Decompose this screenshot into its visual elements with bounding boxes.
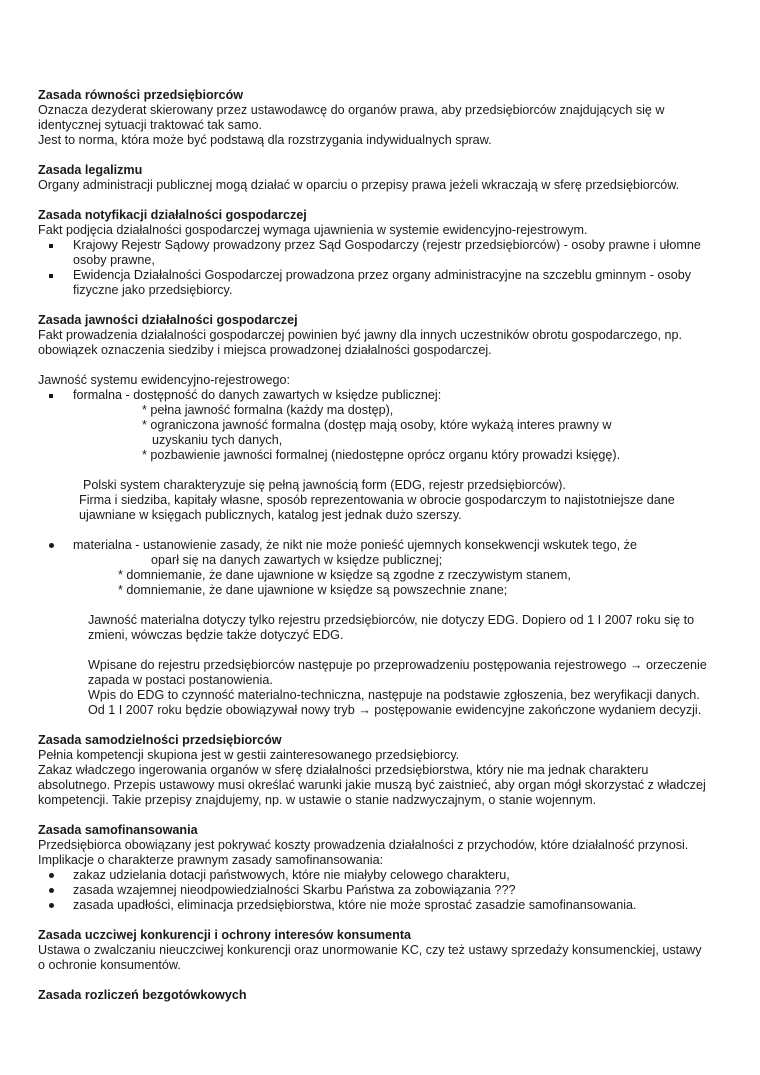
square-bullet-icon [49,274,53,278]
document-page [38,88,723,1003]
paragraph-line: Implikacje o charakterze prawnym zasady samofinansowania: [38,853,384,867]
paragraph-line: o ochronie konsumentów. [38,958,181,972]
sub-item: * pełna jawność formalna (każdy ma dostęp), [142,403,394,417]
list-item-text: fizyczne jako przedsiębiorcy. [73,283,233,297]
note-line: Wpisane do rejestru przedsiębiorców następuje po przeprowadzeniu postępowania rejestrowego → orzeczenie [88,658,707,672]
list-item-text: formalna - dostępność do danych zawartych w księdze publicznej: [73,388,442,402]
list-item [38,238,723,268]
square-bullet-icon [49,394,53,398]
paragraph-line: Pełnia kompetencji skupiona jest w gestii zainteresowanego przedsiębiorcy. [38,748,460,762]
paragraph-line: Oznacza dezyderat skierowany przez ustawodawcę do organów prawa, aby przedsiębiorców znajdujących się w [38,103,665,117]
section-rownosc [38,88,723,148]
section-samofinansowanie [38,823,723,913]
bullet-icon [49,543,54,548]
paragraph-line: Organy administracji publicznej mogą działać w oparciu o przepisy prawa jeżeli wkraczają w sferę przedsiębiorców. [38,178,680,192]
paragraph-line: Zakaz władczego ingerowania organów w sferę działalności przedsiębiorstwa, który nie ma jednak charakteru [38,763,649,777]
bullet-icon [49,888,54,893]
list-item-text: Ewidencja Działalności Gospodarczej prowadzona przez organy administracyjne na szczeblu gminnym - osoby [73,268,692,282]
section-heading: Zasada notyfikacji działalności gospodarczej [38,208,307,222]
bullet-icon [49,903,54,908]
paragraph-line: Jest to norma, która może być podstawą dla rozstrzygania indywidualnych spraw. [38,133,492,147]
section-samodzielnosc [38,733,723,808]
list-item-text: osoby prawne, [73,253,155,267]
paragraph-line: Fakt podjęcia działalności gospodarczej wymaga ujawnienia w systemie ewidencyjno-rejestrowym. [38,223,588,237]
list-item-text: materialna - ustanowienie zasady, że nikt nie może ponieść ujemnych konsekwencji wskutek tego, że [73,538,637,552]
list-item [38,898,723,913]
section-heading: Zasada uczciwej konkurencji i ochrony interesów konsumenta [38,928,412,942]
note-line: zmieni, wówczas będzie także dotyczyć EDG. [88,628,344,642]
paragraph-line: Fakt prowadzenia działalności gospodarczej powinien być jawny dla innych uczestników obrotu gospodarczego, np. [38,328,683,342]
section-heading: Zasada samodzielności przedsiębiorców [38,733,282,747]
section-heading: Zasada jawności działalności gospodarczej [38,313,298,327]
list-item-text: oparł się na danych zawartych w księdze publicznej; [151,553,443,567]
note-line: ujawniane w księgach publicznych, katalog jest jednak dużo szerszy. [79,508,462,522]
list-item [38,868,723,883]
paragraph-line: obowiązek oznaczenia siedziby i miejsca prowadzonej działalności gospodarczej. [38,343,492,357]
note-line: Od 1 I 2007 roku będzie obowiązywał nowy tryb → postępowanie ewidencyjne zakończone wydaniem decyzji. [88,703,702,717]
list-item-materialna [38,538,723,553]
list-item-text: zasada wzajemnej nieodpowiedzialności Skarbu Państwa za zobowiązania ??? [73,883,516,897]
list-item-formalna [38,388,723,403]
paragraph-line: Przedsiębiorca obowiązany jest pokrywać koszty prowadzenia działalności z przychodów, które działalność przynosi. [38,838,689,852]
square-bullet-icon [49,244,53,248]
list-item-text: Krajowy Rejestr Sądowy prowadzony przez Sąd Gospodarczy (rejestr przedsiębiorców) - osoby prawne i ułomne [73,238,701,252]
bullet-icon [49,873,54,878]
section-legalizm [38,163,723,193]
sub-item: * domniemanie, że dane ujawnione w księdze są powszechnie znane; [118,583,508,597]
paragraph-line: identycznej sytuacji traktować tak samo. [38,118,262,132]
paragraph-line: kompetencji. Takie przepisy znajdujemy, np. w ustawie o stanie nadzwyczajnym, o stanie wojennym. [38,793,597,807]
list-item-text: zasada upadłości, eliminacja przedsiębiorstwa, które nie może sprostać zasadzie samofinansowania. [73,898,637,912]
sub-item: uzyskaniu tych danych, [152,433,283,447]
paragraph-line: Ustawa o zwalczaniu nieuczciwej konkurencji oraz unormowanie KC, czy też ustawy sprzedaży konsumenckiej, ustawy [38,943,702,957]
section-heading: Zasada rozliczeń bezgotówkowych [38,988,247,1002]
paragraph-line: Jawność systemu ewidencyjno-rejestrowego: [38,373,290,387]
note-line: Polski system charakteryzuje się pełną jawnością form (EDG, rejestr przedsiębiorców). [83,478,566,492]
list-item-text: zakaz udzielania dotacji państwowych, które nie miałyby celowego charakteru, [73,868,510,882]
note-line: Jawność materialna dotyczy tylko rejestru przedsiębiorców, nie dotyczy EDG. Dopiero od 1 I 2007 roku się to [88,613,695,627]
note-line: Firma i siedziba, kapitały własne, sposób reprezentowania w obrocie gospodarczym to najistotniejsze dane [79,493,675,507]
paragraph-line: absolutnego. Przepis ustawowy musi określać warunki jakie muszą być zaistnieć, aby organ mógł skorzystać z władczej [38,778,706,792]
section-heading: Zasada legalizmu [38,163,143,177]
sub-item: * pozbawienie jawności formalnej (niedostępne oprócz organu który prowadzi księgę). [142,448,621,462]
section-notyfikacja [38,208,723,298]
sub-item: * ograniczona jawność formalna (dostęp mają osoby, które wykażą interes prawny w [142,418,612,432]
list-item [38,268,723,298]
section-jawnosc [38,313,723,718]
section-heading: Zasada samofinansowania [38,823,198,837]
note-line: Wpis do EDG to czynność materialno-techniczna, następuje na podstawie zgłoszenia, bez weryfikacji danych. [88,688,700,702]
note-line: zapada w postaci postanowienia. [88,673,273,687]
section-heading: Zasada równości przedsiębiorców [38,88,244,102]
list-item [38,883,723,898]
section-konkurencja [38,928,723,973]
section-rozliczenia [38,988,723,1003]
sub-item: * domniemanie, że dane ujawnione w księdze są zgodne z rzeczywistym stanem, [118,568,571,582]
